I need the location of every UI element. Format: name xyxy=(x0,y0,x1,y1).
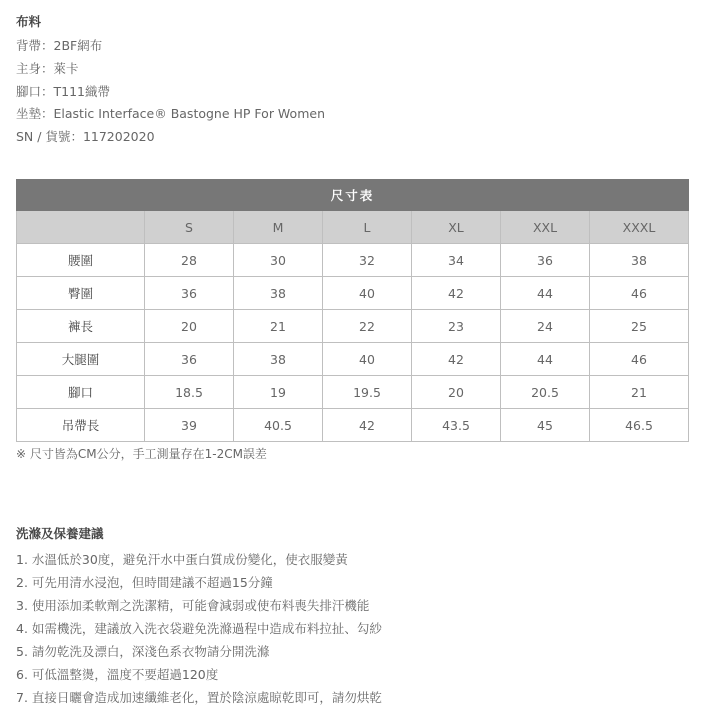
table-cell: 42 xyxy=(412,277,501,310)
table-cell: 46 xyxy=(590,277,689,310)
table-cell: 40 xyxy=(323,343,412,376)
table-cell: 20 xyxy=(412,376,501,409)
table-cell: 19 xyxy=(234,376,323,409)
table-cell: 36 xyxy=(145,277,234,310)
table-cell: 44 xyxy=(501,277,590,310)
fabric-cuff-line: 腳口：T111織帶 xyxy=(16,84,110,99)
table-cell: 40 xyxy=(323,277,412,310)
table-row xyxy=(17,409,689,442)
table-cell: 28 xyxy=(145,244,234,277)
table-cell: 20 xyxy=(145,310,234,343)
row-label: 大腿圍 xyxy=(17,343,145,376)
care-item-6: 6. 可低溫整燙，溫度不要超過120度 xyxy=(16,667,219,682)
product-sn-line: SN / 貨號：117202020 xyxy=(16,129,155,144)
table-cell: 42 xyxy=(412,343,501,376)
size-header-l: L xyxy=(323,211,412,244)
table-cell: 23 xyxy=(412,310,501,343)
table-cell: 19.5 xyxy=(323,376,412,409)
row-label: 腰圍 xyxy=(17,244,145,277)
table-cell: 24 xyxy=(501,310,590,343)
care-item-7: 7. 直接日曬會造成加速纖維老化，置於陰涼處晾乾即可，請勿烘乾 xyxy=(16,690,382,705)
table-cell: 38 xyxy=(234,343,323,376)
table-cell: 36 xyxy=(501,244,590,277)
table-cell: 38 xyxy=(590,244,689,277)
fabric-title: 布料 xyxy=(16,14,42,29)
table-cell: 25 xyxy=(590,310,689,343)
row-label: 褲長 xyxy=(17,310,145,343)
care-item-5: 5. 請勿乾洗及漂白，深淺色系衣物請分開洗滌 xyxy=(16,644,270,659)
size-note: ※ 尺寸皆為CM公分，手工測量存在1-2CM誤差 xyxy=(16,447,267,461)
care-item-2: 2. 可先用清水浸泡，但時間建議不超過15分鐘 xyxy=(16,575,273,590)
table-cell: 36 xyxy=(145,343,234,376)
care-item-3: 3. 使用添加柔軟劑之洗潔精，可能會減弱或使布料喪失排汗機能 xyxy=(16,598,370,613)
table-cell: 44 xyxy=(501,343,590,376)
table-cell: 20.5 xyxy=(501,376,590,409)
care-item-4: 4. 如需機洗，建議放入洗衣袋避免洗滌過程中造成布料拉扯、勾紗 xyxy=(16,621,382,636)
size-table-title: 尺寸表 xyxy=(17,180,689,211)
table-cell: 39 xyxy=(145,409,234,442)
table-cell: 22 xyxy=(323,310,412,343)
table-row xyxy=(17,376,689,409)
care-title: 洗滌及保養建議 xyxy=(16,526,104,541)
table-cell: 21 xyxy=(590,376,689,409)
size-header-corner xyxy=(17,211,145,244)
table-cell: 32 xyxy=(323,244,412,277)
table-cell: 21 xyxy=(234,310,323,343)
size-table xyxy=(16,179,689,442)
table-row xyxy=(17,244,689,277)
table-row xyxy=(17,277,689,310)
row-label: 臀圍 xyxy=(17,277,145,310)
table-cell: 18.5 xyxy=(145,376,234,409)
table-cell: 40.5 xyxy=(234,409,323,442)
row-label: 腳口 xyxy=(17,376,145,409)
table-cell: 38 xyxy=(234,277,323,310)
table-cell: 42 xyxy=(323,409,412,442)
fabric-pad-line: 坐墊：Elastic Interface® Bastogne HP For Women xyxy=(16,106,325,121)
table-cell: 46 xyxy=(590,343,689,376)
table-cell: 46.5 xyxy=(590,409,689,442)
table-cell: 34 xyxy=(412,244,501,277)
fabric-strap-line: 背帶：2BF網布 xyxy=(16,38,103,53)
row-label: 吊帶長 xyxy=(17,409,145,442)
fabric-body-line: 主身：萊卡 xyxy=(16,61,79,76)
size-header-s: S xyxy=(145,211,234,244)
table-row xyxy=(17,310,689,343)
table-cell: 45 xyxy=(501,409,590,442)
size-header-xxxl: XXXL xyxy=(590,211,689,244)
size-header-m: M xyxy=(234,211,323,244)
size-header-xl: XL xyxy=(412,211,501,244)
table-cell: 30 xyxy=(234,244,323,277)
size-header-xxl: XXL xyxy=(501,211,590,244)
size-header-row xyxy=(17,211,689,244)
table-cell: 43.5 xyxy=(412,409,501,442)
table-row xyxy=(17,343,689,376)
care-item-1: 1. 水溫低於30度，避免汗水中蛋白質成份變化，使衣服變黃 xyxy=(16,552,348,567)
